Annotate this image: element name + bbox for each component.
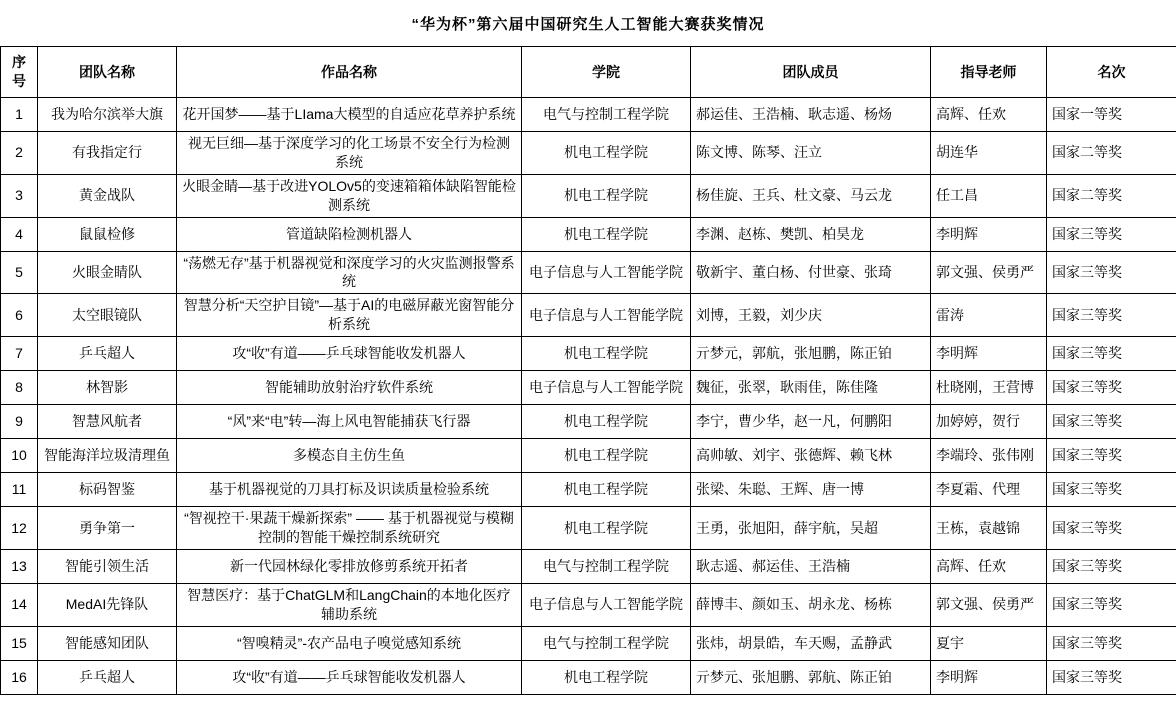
cell-work-title: 攻“收”有道——乒乓球智能收发机器人: [177, 660, 522, 694]
cell-index: 9: [1, 405, 38, 439]
cell-work-title: 攻“收”有道——乒乓球智能收发机器人: [177, 337, 522, 371]
cell-members: 高帅敏、刘宇、张德辉、赖飞林: [691, 439, 931, 473]
cell-work-title: 智慧医疗：基于ChatGLM和LangChain的本地化医疗辅助系统: [177, 583, 522, 626]
cell-members: 张梁、朱聪、王辉、唐一博: [691, 473, 931, 507]
cell-team-name: 智能海洋垃圾清理鱼: [38, 439, 177, 473]
cell-index: 14: [1, 583, 38, 626]
table-row: [1, 405, 1176, 439]
cell-index: 15: [1, 626, 38, 660]
cell-college: 机电工程学院: [522, 132, 691, 175]
table-row: [1, 337, 1176, 371]
table-row: [1, 371, 1176, 405]
cell-advisors: 李端玲、张伟刚: [931, 439, 1047, 473]
cell-college: 机电工程学院: [522, 507, 691, 550]
cell-rank: 国家三等奖: [1047, 473, 1176, 507]
cell-team-name: 太空眼镜队: [38, 294, 177, 337]
cell-advisors: 雷涛: [931, 294, 1047, 337]
cell-index: 16: [1, 660, 38, 694]
cell-rank: 国家三等奖: [1047, 294, 1176, 337]
cell-team-name: 勇争第一: [38, 507, 177, 550]
cell-work-title: “智嗅精灵”-农产品电子嗅觉感知系统: [177, 626, 522, 660]
cell-team-name: 智能感知团队: [38, 626, 177, 660]
cell-rank: 国家二等奖: [1047, 174, 1176, 217]
cell-members: 亓梦元、张旭鹏、郭航、陈正铂: [691, 660, 931, 694]
cell-work-title: 花开国梦——基于LIama大模型的自适应花草养护系统: [177, 98, 522, 132]
cell-members: 魏征，张翠，耿雨佳，陈佳隆: [691, 371, 931, 405]
cell-advisors: 李明辉: [931, 660, 1047, 694]
cell-college: 电气与控制工程学院: [522, 98, 691, 132]
header-rank: 名次: [1047, 47, 1176, 98]
awards-table-body: [1, 98, 1176, 695]
cell-index: 2: [1, 132, 38, 175]
cell-team-name: 乒乓超人: [38, 337, 177, 371]
header-members: 团队成员: [691, 47, 931, 98]
cell-work-title: 多模态自主仿生鱼: [177, 439, 522, 473]
cell-index: 10: [1, 439, 38, 473]
cell-team-name: 林智影: [38, 371, 177, 405]
cell-college: 机电工程学院: [522, 439, 691, 473]
cell-work-title: “风”来“电”转—海上风电智能捕获飞行器: [177, 405, 522, 439]
table-row: [1, 251, 1176, 294]
cell-college: 机电工程学院: [522, 217, 691, 251]
cell-index: 12: [1, 507, 38, 550]
cell-rank: 国家二等奖: [1047, 132, 1176, 175]
cell-index: 4: [1, 217, 38, 251]
cell-college: 电子信息与人工智能学院: [522, 251, 691, 294]
cell-members: 张炜，胡景皓，车天赐，孟静武: [691, 626, 931, 660]
cell-members: 李渊、赵栋、樊凯、柏昊龙: [691, 217, 931, 251]
cell-advisors: 任工昌: [931, 174, 1047, 217]
cell-members: 耿志遥、郝运佳、王浩楠: [691, 549, 931, 583]
cell-advisors: 高辉、任欢: [931, 549, 1047, 583]
header-row: [1, 47, 1176, 98]
cell-members: 敬新宇、董白杨、付世豪、张琦: [691, 251, 931, 294]
cell-college: 电气与控制工程学院: [522, 626, 691, 660]
cell-members: 陈文博、陈琴、汪立: [691, 132, 931, 175]
table-row: [1, 660, 1176, 694]
cell-college: 电气与控制工程学院: [522, 549, 691, 583]
cell-rank: 国家三等奖: [1047, 660, 1176, 694]
cell-rank: 国家三等奖: [1047, 583, 1176, 626]
cell-work-title: 火眼金睛—基于改进YOLOv5的变速箱箱体缺陷智能检测系统: [177, 174, 522, 217]
cell-rank: 国家三等奖: [1047, 626, 1176, 660]
cell-work-title: 新一代园林绿化零排放修剪系统开拓者: [177, 549, 522, 583]
cell-members: 杨佳旋、王兵、杜文豪、马云龙: [691, 174, 931, 217]
cell-members: 李宁，曹少华，赵一凡，何鹏阳: [691, 405, 931, 439]
cell-team-name: MedAI先锋队: [38, 583, 177, 626]
cell-advisors: 李夏霜、代理: [931, 473, 1047, 507]
header-advisors: 指导老师: [931, 47, 1047, 98]
table-row: [1, 132, 1176, 175]
cell-index: 7: [1, 337, 38, 371]
header-work-title: 作品名称: [177, 47, 522, 98]
cell-rank: 国家三等奖: [1047, 217, 1176, 251]
cell-advisors: 李明辉: [931, 217, 1047, 251]
table-row: [1, 549, 1176, 583]
header-college: 学院: [522, 47, 691, 98]
cell-index: 1: [1, 98, 38, 132]
cell-members: 郝运佳、王浩楠、耿志遥、杨炀: [691, 98, 931, 132]
cell-team-name: 黄金战队: [38, 174, 177, 217]
cell-rank: 国家三等奖: [1047, 251, 1176, 294]
cell-rank: 国家三等奖: [1047, 549, 1176, 583]
cell-advisors: 高辉、任欢: [931, 98, 1047, 132]
cell-team-name: 标码智鉴: [38, 473, 177, 507]
cell-index: 11: [1, 473, 38, 507]
cell-team-name: 鼠鼠检修: [38, 217, 177, 251]
cell-members: 刘博，王毅，刘少庆: [691, 294, 931, 337]
awards-table: [0, 46, 1176, 695]
cell-advisors: 胡连华: [931, 132, 1047, 175]
cell-college: 机电工程学院: [522, 660, 691, 694]
cell-members: 亓梦元，郭航，张旭鹏，陈正铂: [691, 337, 931, 371]
cell-rank: 国家一等奖: [1047, 98, 1176, 132]
cell-members: 薛博丰、颜如玉、胡永龙、杨栋: [691, 583, 931, 626]
cell-team-name: 我为哈尔滨举大旗: [38, 98, 177, 132]
cell-team-name: 智慧风航者: [38, 405, 177, 439]
table-row: [1, 439, 1176, 473]
cell-team-name: 火眼金睛队: [38, 251, 177, 294]
cell-index: 13: [1, 549, 38, 583]
cell-index: 8: [1, 371, 38, 405]
cell-work-title: “荡燃无存”基于机器视觉和深度学习的火灾监测报警系统: [177, 251, 522, 294]
cell-members: 王勇，张旭阳，薛宇航，吴超: [691, 507, 931, 550]
cell-team-name: 智能引领生活: [38, 549, 177, 583]
cell-work-title: 管道缺陷检测机器人: [177, 217, 522, 251]
table-row: [1, 507, 1176, 550]
table-row: [1, 98, 1176, 132]
cell-work-title: 基于机器视觉的刀具打标及识读质量检验系统: [177, 473, 522, 507]
cell-advisors: 李明辉: [931, 337, 1047, 371]
cell-college: 电子信息与人工智能学院: [522, 371, 691, 405]
awards-table-header: [1, 47, 1176, 98]
cell-team-name: 有我指定行: [38, 132, 177, 175]
cell-advisors: 杜晓刚，王营博: [931, 371, 1047, 405]
table-row: [1, 294, 1176, 337]
table-row: [1, 583, 1176, 626]
cell-rank: 国家三等奖: [1047, 507, 1176, 550]
cell-team-name: 乒乓超人: [38, 660, 177, 694]
cell-advisors: 郭文强、侯勇严: [931, 251, 1047, 294]
cell-index: 6: [1, 294, 38, 337]
table-row: [1, 473, 1176, 507]
cell-work-title: 视无巨细—基于深度学习的化工场景不安全行为检测系统: [177, 132, 522, 175]
header-team-name: 团队名称: [38, 47, 177, 98]
cell-rank: 国家三等奖: [1047, 371, 1176, 405]
cell-college: 机电工程学院: [522, 337, 691, 371]
cell-college: 电子信息与人工智能学院: [522, 583, 691, 626]
cell-advisors: 王栋，袁越锦: [931, 507, 1047, 550]
header-index: 序号: [1, 47, 38, 98]
table-row: [1, 217, 1176, 251]
cell-rank: 国家三等奖: [1047, 405, 1176, 439]
cell-advisors: 郭文强、侯勇严: [931, 583, 1047, 626]
cell-college: 机电工程学院: [522, 405, 691, 439]
cell-rank: 国家三等奖: [1047, 337, 1176, 371]
cell-index: 5: [1, 251, 38, 294]
page-title: “华为杯”第六届中国研究生人工智能大赛获奖情况: [411, 15, 765, 33]
cell-index: 3: [1, 174, 38, 217]
cell-work-title: “智视控干·果蔬干燥新探索” —— 基于机器视觉与模糊控制的智能干燥控制系统研究: [177, 507, 522, 550]
cell-work-title: 智慧分析“天空护目镜”—基于AI的电磁屏蔽光窗智能分析系统: [177, 294, 522, 337]
table-row: [1, 626, 1176, 660]
cell-college: 机电工程学院: [522, 473, 691, 507]
table-row: [1, 174, 1176, 217]
cell-advisors: 夏宇: [931, 626, 1047, 660]
cell-work-title: 智能辅助放射治疗软件系统: [177, 371, 522, 405]
cell-rank: 国家三等奖: [1047, 439, 1176, 473]
cell-advisors: 加婷婷，贺行: [931, 405, 1047, 439]
cell-college: 机电工程学院: [522, 174, 691, 217]
cell-college: 电子信息与人工智能学院: [522, 294, 691, 337]
